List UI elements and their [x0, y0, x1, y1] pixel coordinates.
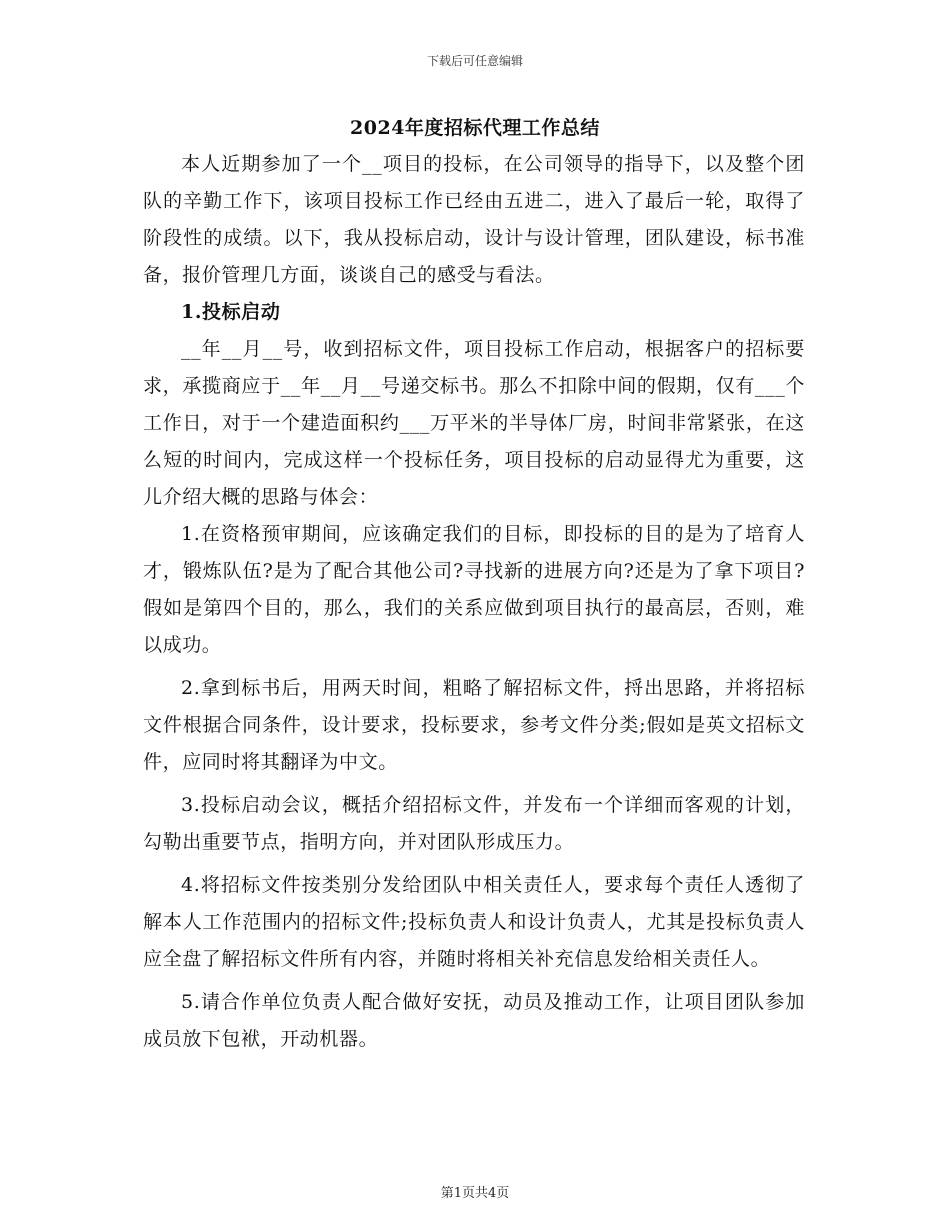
list-item: 2.拿到标书后，用两天时间，粗略了解招标文件，捋出思路，并将招标文件根据合同条件，设计要求，投标要求，参考文件分类;假如是英文招标文件，应同时将其翻译为中文。 — [143, 677, 805, 773]
list-item: 1.在资格预审期间，应该确定我们的目标，即投标的目的是为了培育人才，锻炼队伍?是为了配合其他公司?寻找新的进展方向?还是为了拿下项目?假如是第四个目的，那么，我们的关系应做到项目执行的最高层，否则，难以成功。 — [143, 523, 805, 656]
page-header: 下载后可任意编辑 — [426, 54, 523, 68]
page-number: 第1页共4页 — [440, 1186, 510, 1201]
document-title: 2024年度招标代理工作总结 — [350, 117, 600, 139]
list-item: 5.请合作单位负责人配合做好安抚，动员及推动工作，让项目团队参加成员放下包袱，开动机器。 — [143, 991, 805, 1050]
section-heading: 1.投标启动 — [181, 301, 281, 323]
document-body — [143, 146, 805, 1058]
intro-paragraph: 本人近期参加了一个__项目的投标，在公司领导的指导下，以及整个团队的辛勤工作下，该项目投标工作已经由五进二，进入了最后一轮，取得了阶段性的成绩。以下，我从投标启动，设计与设计管理，团队建设，标书准备，报价管理几方面，谈谈自己的感受与看法。 — [143, 153, 805, 286]
section-paragraph: __年__月__号，收到招标文件，项目投标工作启动，根据客户的招标要求，承揽商应于__年__月__号递交标书。那么不扣除中间的假期，仅有___个工作日，对于一个建造面积约___万平米的半导体厂房，时间非常紧张，在这么短的时间内，完成这样一个投标任务，项目投标的启动显得尤为重要，这儿介绍大概的思路与体会： — [143, 338, 805, 508]
list-item: 4.将招标文件按类别分发给团队中相关责任人，要求每个责任人透彻了解本人工作范围内的招标文件;投标负责人和设计负责人，尤其是投标负责人应全盘了解招标文件所有内容，并随时将相关补充信息发给相关责任人。 — [143, 874, 805, 970]
list-item: 3.投标启动会议，概括介绍招标文件，并发布一个详细而客观的计划，勾勒出重要节点，指明方向，并对团队形成压力。 — [143, 794, 805, 853]
